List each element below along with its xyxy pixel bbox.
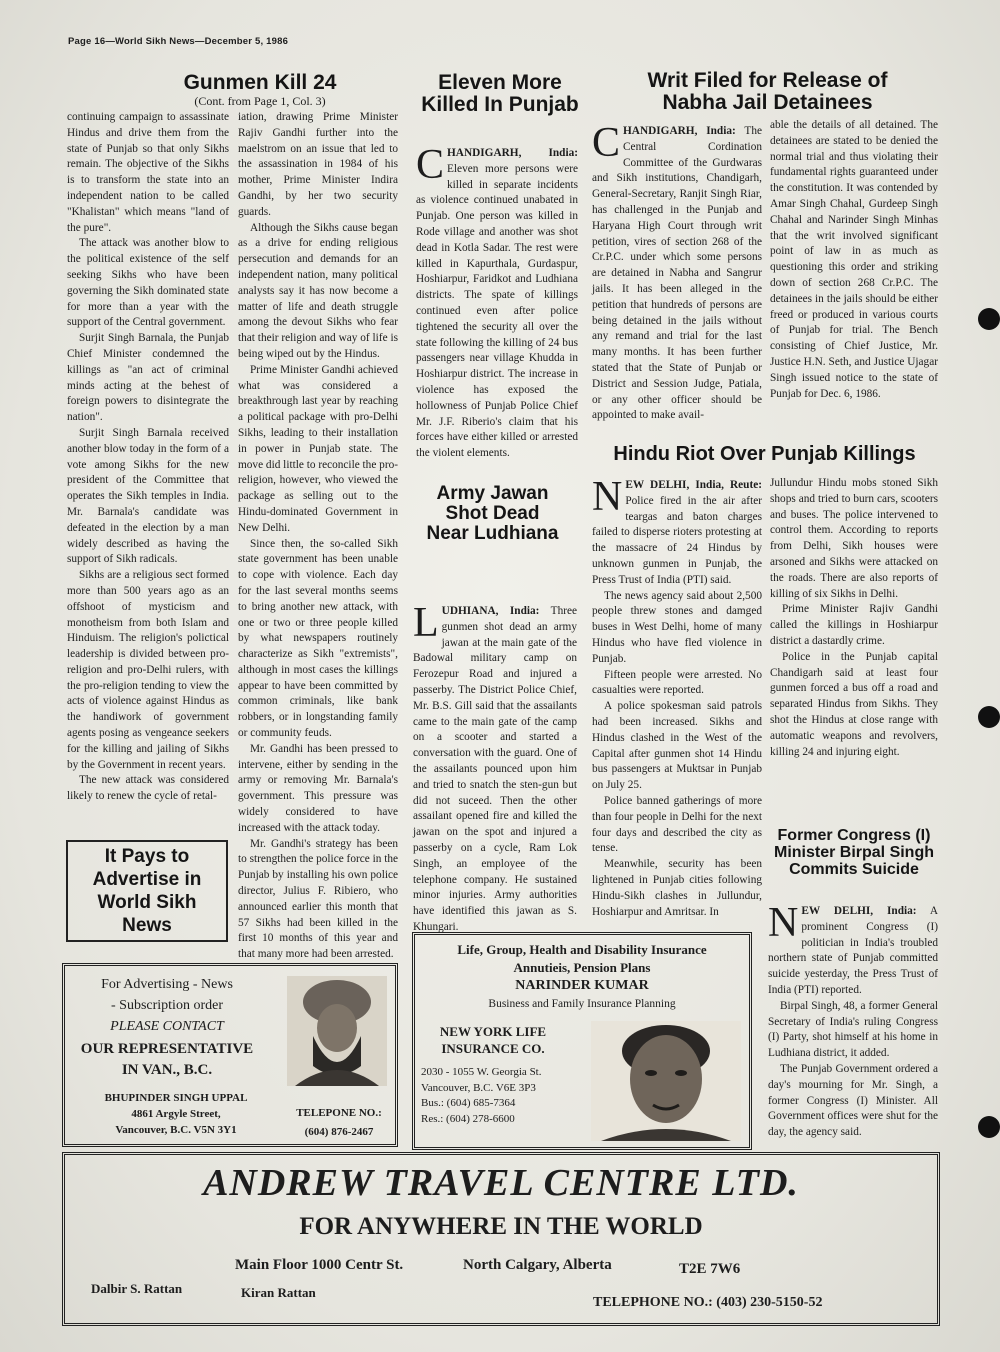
paragraph: continuing campaign to assassinate Hindus and drive them from the state of Punjab so that only Sikhs remain. The objective of the Sikhs is to transform the state into an independent nation to be called "Khalistan" which means "land of the pure". xyxy=(67,111,229,234)
article-body: Three gunmen shot dead an army jawan at the main gate of the Badowal military camp on Ferozepur Road and injured a passerby. The District Police Chief, Mr. B.S. Gill said that the assailants came to the main gate of the camp on a scooter and started a conversation with the guard. One of the assailants pounced upon him and tried to snatch the sten-gun but did not suceed. Then the other assailant opened fire and killed the jawan on the spot and injured a passerby on a cycle, Ram Lok Singh, an employee of the telephone company. He sustained minor injuries. Army authorities have identified this jawan as S. Khungari. xyxy=(413,605,578,933)
representative-ad xyxy=(62,963,398,1147)
article-eleven-more-killed xyxy=(416,142,578,462)
paragraph: Prime Minister Rajiv Gandhi called the killings in Hoshiarpur district a dastardly crime. xyxy=(770,603,938,647)
travel-centre-ad xyxy=(62,1152,940,1326)
dateline: UDHIANA, India: xyxy=(441,605,540,617)
advertise-box xyxy=(66,840,228,942)
portrait-illustration xyxy=(287,976,387,1086)
article-writ-col1 xyxy=(592,120,762,424)
page-folio: Page 16—World Sikh News—December 5, 1986 xyxy=(68,36,289,47)
dateline: HANDIGARH, India: xyxy=(447,147,578,159)
article-army-jawan xyxy=(413,600,578,936)
article-former-congress-minister xyxy=(768,900,939,1141)
company-name: INSURANCE CO. xyxy=(441,1041,545,1056)
article-body: Police fired in the air after teargas and baton charges failed to disperse rioters protesting at the massacre of 24 Hindus by unknown gunmen in Punjab, the Press Trust of India (PTI) said. xyxy=(592,494,762,586)
agent-photo xyxy=(591,1021,741,1141)
paragraph: Police banned gatherings of more than four people in Delhi for the next four days and described the city as tense. xyxy=(592,794,762,855)
paragraph: Meanwhile, security has been lightened in Punjab cities following Hindu-Sikh clashes in Jullundur, Hoshiarpur and Amritsar. In xyxy=(592,858,762,918)
paragraph: A police spokesman said patrols had been increased. Sikhs and Hindus clashed in the West of the Capital after gunmen shot 14 Hindu bus passengers at Muktsar in Punjab on July 25. xyxy=(592,700,762,792)
article-hindu-riot-col1 xyxy=(592,474,762,920)
binder-hole xyxy=(978,308,1000,330)
drop-cap: L xyxy=(413,600,439,646)
paragraph: Police in the Punjab capital Chandigarh said at least four gunmen forced a bus off a road and separated Hindus from Sikhs. They shot the Hindus at close range with automatic weapons and revolvers, killing 24 and injuring eight. xyxy=(770,650,938,758)
address-line: 2030 - 1055 W. Georgia St. xyxy=(421,1066,542,1078)
company-name: NEW YORK LIFE xyxy=(439,1024,547,1039)
headline-writ-filed: Writ Filed for Release of Nabha Jail Detainees xyxy=(647,69,888,115)
article-body: The Central Cordination Committee of the Gurdwaras and Sikh institutions, Chandigarh, General-Secretary, Ranjit Singh Riar, has challenged in the Punjab and Haryana High Court through writ petition, vires of section 268 of the Cr.P.C. under which some persons are detained in Nabha and Sangrur jails. It has been alleged in the petition that hundreds of persons are being detained in the jails without any remand and trial for the last many months. It has been further stated that the State of Punjab or District and Session Judge, Patiala, or any other officer should be appointed to make avail- xyxy=(592,125,762,422)
address-street: 4861 Argyle Street, xyxy=(131,1108,221,1120)
headline-hindu-riot: Hindu Riot Over Punjab Killings xyxy=(613,443,916,465)
travel-contact-person: Dalbir S. Rattan xyxy=(91,1281,183,1296)
binder-hole xyxy=(978,706,1000,728)
representative-name: BHUPINDER SINGH UPPAL xyxy=(104,1092,248,1104)
article-hindu-riot-col2 xyxy=(770,476,938,760)
residence-phone: Res.: (604) 278-6600 xyxy=(421,1112,515,1125)
travel-contact-person: Kiran Rattan xyxy=(241,1285,316,1300)
paragraph: Sikhs are a religious sect formed more than 500 years ago as an offshoot of mysticism and monotheism from both Islam and Hinduism. The religion's polictical leadership is divided between pro-religion and pro-Delhi rulers, with the pro-religion tending to view the acts of violence against Hindus as the handiwork of government agents posing as vengeance seekers for the killing and jailing of Sikhs by the Government in recent years. xyxy=(67,569,229,771)
ad-line: Life, Group, Health and Disability Insurance xyxy=(457,942,707,957)
advertise-text: It Pays to Advertise in World Sikh News xyxy=(92,846,202,936)
paragraph: Since then, the so-called Sikh state government has been unable to cope with violence. Each day for the last several months seems to bring another new attack, with one or two or three people killed by what newspapers routinely characterize as Sikh "extremists", although in most cases the killings appear to have been committed by common criminals, like bank robbers, or in longstanding family or community feuds. xyxy=(238,537,398,740)
paragraph: Mr. Gandhi has been pressed to intervene, either by sending in the army or removing Mr. Barnala's government. This pressure was widely considered to have increased with the attack today. xyxy=(238,742,398,834)
business-phone: Bus.: (604) 685-7364 xyxy=(421,1097,516,1109)
article-writ-col2 xyxy=(770,118,938,402)
article-gunmen-col1 xyxy=(67,110,229,805)
drop-cap: C xyxy=(416,142,445,188)
drop-cap: C xyxy=(592,120,621,166)
telephone-number: (604) 876-2467 xyxy=(304,1126,374,1138)
ad-line: For Advertising - News xyxy=(101,977,233,992)
travel-postal-code: T2E 7W6 xyxy=(679,1261,741,1277)
article-body: able the details of all detained. The detainees are stated to be denied the normal trial and thus violating their fundamental rights guaranteed under the constitution. It was contended by Amar Singh Chahal, Gurdeep Singh Chahal and Narinder Singh Minhas that the writ involved significant point of law in as much as questioning this order and striking down of section 268 Cr.P.C. The detainees in the jails should be either freed or produced in various courts of Punjab for trial. The Bench consisting of Chief Justice, Mr. Justice H.N. Seth, and Justice Ujagar Singh issued notice to the state of Punjab for Dec. 6, 1986. xyxy=(770,119,938,400)
travel-address: Main Floor 1000 Centr St. xyxy=(235,1257,404,1273)
ad-line: - Subscription order xyxy=(111,998,223,1013)
headline-eleven-more-killed: Eleven More Killed In Punjab xyxy=(421,71,579,117)
dateline: EW DELHI, India: xyxy=(801,905,917,917)
travel-phone: TELEPHONE NO.: (403) 230-5150-52 xyxy=(593,1295,823,1310)
paragraph: The Punjab Government ordered a day's mourning for Mr. Singh, a former Congress (I) Minister. All Government offices were shut for the day, the agency said. xyxy=(768,1062,938,1139)
continuation-note: (Cont. from Page 1, Col. 3) xyxy=(194,94,326,108)
agent-tagline: Business and Family Insurance Planning xyxy=(488,998,676,1010)
ad-line: OUR REPRESENTATIVE xyxy=(80,1041,254,1057)
binder-hole xyxy=(978,1116,1000,1138)
address-city: Vancouver, B.C. V5N 3Y1 xyxy=(115,1124,237,1136)
representative-photo xyxy=(287,976,387,1086)
travel-city: North Calgary, Alberta xyxy=(463,1257,612,1273)
paragraph: Surjit Singh Barnala, the Punjab Chief Minister condemned the killings as "an act of criminal minds acting at the behest of foreign powers to disintegrate the nation". xyxy=(67,332,229,424)
drop-cap: N xyxy=(768,900,799,946)
paragraph: The new attack was considered likely to renew the cycle of retal- xyxy=(67,774,229,803)
paragraph: Mr. Gandhi's strategy has been to strengthen the police force in the Punjab by installing his own police director, Julius F. Ribiero, who announced earlier this month that 57 Sikhs had been killed in the first 10 months of this year and that many more had been arrested. xyxy=(238,837,398,961)
agent-name: NARINDER KUMAR xyxy=(515,978,649,993)
paragraph: Fifteen people were arrested. No casualties were reported. xyxy=(592,668,762,697)
paragraph: Surjit Singh Barnala received another blow today in the form of a vote among Sikhs for the new president of the Committee that operates the Sikh temples in India. Mr. Barnala's candidate was defeated in the election by a man widely described as having the support of Sikh radicals. xyxy=(67,426,229,566)
paragraph: Prime Minister Gandhi achieved what was considered a breakthrough last year by reaching a political package with pro-Delhi Sikhs, leading to their installation in power in Punjab state. The move did little to reconcile the pro-religion, however, who viewed the package as selling out to the Hindu-dominated Government in New Delhi. xyxy=(238,363,398,534)
headline-gunmen-kill-24: Gunmen Kill 24 xyxy=(183,71,337,94)
paragraph: iation, drawing Prime Minister Rajiv Gandhi further into the maelstrom on an issue that led to the assassination in 1984 of his mother, Prime Minister Indira Gandhi, by her two security guards. xyxy=(238,111,398,218)
portrait-illustration xyxy=(591,1021,741,1141)
paragraph: The attack was another blow to the political existence of the self seeking Sikhs who have been governing the Sikh dominated state for more than a year with the support of the Central government. xyxy=(67,237,229,329)
article-body: Eleven more persons were killed in separate incidents as violence continued unabated in Punjab. One person was killed in Rode village and another was shot dead in Kotla Sadar. The rest were killed in Kapurthala, Gurdaspur, Hoshiarpur, Faridkot and Ludhiana districts. The spate of killings continued even after police tightened the security all over the state following the killing of 24 bus passengers near village Khudda in Hoshiarpur district. The increase in violence has exposed the hollowness of Punjab Police Chief Mr. J.F. Riberio's claim that his forces have either killed or arrested the violent elements. xyxy=(416,162,578,460)
ad-line: IN VAN., B.C. xyxy=(121,1062,213,1078)
drop-cap: N xyxy=(592,474,623,520)
article-gunmen-col2 xyxy=(238,110,398,963)
paragraph: Jullundur Hindu mobs stoned Sikh shops and tried to burn cars, scooters and buses. The police intervened to control them. According to reports from Delhi, Sikh houses were arsoned and Sikhs were attacked on the roads. There are also reports of killing of six Sikhs in Delhi. xyxy=(770,477,938,600)
telephone-label: TELEPONE NO.: xyxy=(296,1107,382,1119)
paragraph: Birpal Singh, 48, a former General Secretary of India's ruling Congress (I) Party, shot himself at his home in Ludhiana district, it added. xyxy=(768,999,938,1060)
travel-tagline: FOR ANYWHERE IN THE WORLD xyxy=(299,1213,703,1240)
dateline: HANDIGARH, India: xyxy=(623,125,736,137)
travel-title: ANDREW TRAVEL CENTRE LTD. xyxy=(203,1162,799,1204)
ad-line: Annutieis, Pension Plans xyxy=(513,960,651,975)
dateline: EW DELHI, India, Reute: xyxy=(625,479,762,491)
headline-former-congress-minister: Former Congress (I) Minister Birpal Singh Commits Suicide xyxy=(773,827,934,878)
insurance-ad xyxy=(412,932,752,1150)
article-body: A prominent Congress (I) politician in India's troubled northern state of Punjab committed suicide yesterday, the Press Trust of India (PTI) reported. xyxy=(768,905,939,996)
address-line: Vancouver, B.C. V6E 3P3 xyxy=(421,1081,536,1094)
ad-line: PLEASE CONTACT xyxy=(110,1019,224,1034)
paragraph: The news agency said about 2,500 people threw stones and damged buses in West Delhi, home of many Hindus who have fled violence in Punjab. xyxy=(592,589,762,665)
paragraph: Although the Sikhs cause began as a drive for ending religious persecution and demands for an independent nation, many political analysts say it has now become a matter of life and death struggle among the devout Sikhs who fear that their religion and way of life is being wiped out by the Hindus. xyxy=(238,221,398,360)
headline-army-jawan: Army Jawan Shot Dead Near Ludhiana xyxy=(426,483,559,544)
